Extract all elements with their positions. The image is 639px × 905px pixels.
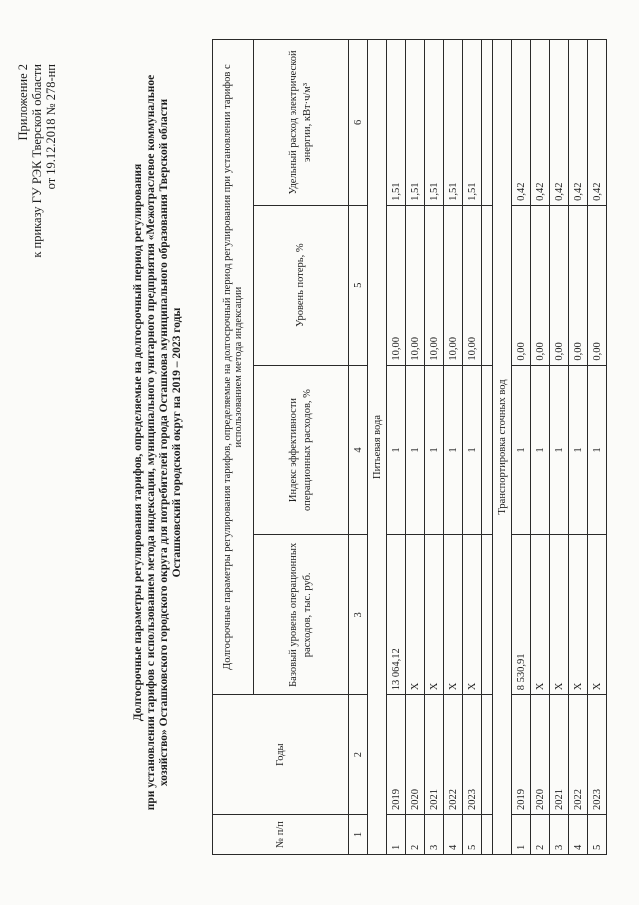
- row-year: 2019: [387, 695, 406, 815]
- row-energy-consumption: 1,51: [444, 40, 463, 206]
- row-loss-level: 0,00: [531, 205, 550, 365]
- appendix-date: от 19.12.2018 № 278-нп: [44, 64, 58, 190]
- header-energy: Удельный расход электрической энергии, кВт·ч/м³: [254, 40, 349, 206]
- spacer-cell: [482, 365, 493, 535]
- row-base-expenses: Х: [406, 535, 425, 695]
- row-efficiency-index: 1: [406, 365, 425, 535]
- col-number: 1: [349, 815, 368, 855]
- row-base-expenses: Х: [531, 535, 550, 695]
- spacer-cell: [482, 40, 493, 206]
- row-efficiency-index: 1: [463, 365, 482, 535]
- header-loss: Уровень потерь, %: [254, 205, 349, 365]
- row-energy-consumption: 0,42: [512, 40, 531, 206]
- spacer-cell: [482, 815, 493, 855]
- table-row: [406, 40, 425, 855]
- header-base: Базовый уровень операционных расходов, тыс. руб.: [254, 535, 349, 695]
- row-energy-consumption: 0,42: [550, 40, 569, 206]
- header-num: № п/п: [213, 815, 349, 855]
- header-index: Индекс эффективности операционных расходов, %: [254, 365, 349, 535]
- row-base-expenses: Х: [463, 535, 482, 695]
- col-number: 5: [349, 205, 368, 365]
- document-title: [132, 40, 184, 845]
- row-efficiency-index: 1: [550, 365, 569, 535]
- row-efficiency-index: 1: [387, 365, 406, 535]
- row-energy-consumption: 1,51: [463, 40, 482, 206]
- table-row: [512, 40, 531, 855]
- row-efficiency-index: 1: [531, 365, 550, 535]
- row-number: 4: [444, 815, 463, 855]
- row-loss-level: 10,00: [425, 205, 444, 365]
- section-title: Транспортировка сточных вод: [493, 40, 512, 855]
- row-efficiency-index: 1: [425, 365, 444, 535]
- row-year: 2022: [444, 695, 463, 815]
- col-number: 6: [349, 40, 368, 206]
- section-title: Питьевая вода: [368, 40, 387, 855]
- header-span: Долгосрочные параметры регулирования тарифов, определяемые на долгосрочный период регулирования при установлении тарифов с использованием метода индексации: [213, 40, 254, 695]
- row-year: 2020: [406, 695, 425, 815]
- header-row-1: [213, 40, 254, 855]
- title-line-1: Долгосрочные параметры регулирования тарифов, определяемые на долгосрочный период регулирования: [132, 163, 144, 722]
- table-row: [387, 40, 406, 855]
- row-loss-level: 10,00: [387, 205, 406, 365]
- col-number: 3: [349, 535, 368, 695]
- row-energy-consumption: 1,51: [387, 40, 406, 206]
- row-base-expenses: 13 064,12: [387, 535, 406, 695]
- spacer-cell: [482, 205, 493, 365]
- table-row: [463, 40, 482, 855]
- row-efficiency-index: 1: [588, 365, 607, 535]
- header-years: Годы: [213, 695, 349, 815]
- row-base-expenses: Х: [569, 535, 588, 695]
- row-loss-level: 0,00: [512, 205, 531, 365]
- spacer-row: [482, 40, 493, 855]
- section-row: [368, 40, 387, 855]
- table-row: [531, 40, 550, 855]
- row-loss-level: 0,00: [588, 205, 607, 365]
- appendix-block: [16, 64, 58, 258]
- row-year: 2021: [550, 695, 569, 815]
- row-energy-consumption: 0,42: [531, 40, 550, 206]
- row-year: 2020: [531, 695, 550, 815]
- appendix-title: Приложение 2: [16, 64, 30, 141]
- row-number: 2: [531, 815, 550, 855]
- row-year: 2022: [569, 695, 588, 815]
- table-row: [425, 40, 444, 855]
- row-year: 2021: [425, 695, 444, 815]
- row-energy-consumption: 1,51: [425, 40, 444, 206]
- table-row: [569, 40, 588, 855]
- row-energy-consumption: 0,42: [569, 40, 588, 206]
- row-energy-consumption: 0,42: [588, 40, 607, 206]
- table-row: [550, 40, 569, 855]
- row-number: 1: [387, 815, 406, 855]
- row-number: 4: [569, 815, 588, 855]
- row-year: 2019: [512, 695, 531, 815]
- row-base-expenses: Х: [425, 535, 444, 695]
- row-base-expenses: Х: [588, 535, 607, 695]
- appendix-order: к приказу ГУ РЭК Тверской области: [30, 64, 44, 258]
- row-number: 3: [425, 815, 444, 855]
- table-row: [588, 40, 607, 855]
- col-number: 2: [349, 695, 368, 815]
- spacer-cell: [482, 695, 493, 815]
- row-loss-level: 10,00: [406, 205, 425, 365]
- row-loss-level: 0,00: [550, 205, 569, 365]
- row-efficiency-index: 1: [512, 365, 531, 535]
- row-number: 3: [550, 815, 569, 855]
- row-number: 2: [406, 815, 425, 855]
- column-number-row: [349, 40, 368, 855]
- row-energy-consumption: 1,51: [406, 40, 425, 206]
- row-loss-level: 10,00: [444, 205, 463, 365]
- row-loss-level: 10,00: [463, 205, 482, 365]
- row-number: 5: [463, 815, 482, 855]
- table-row: [444, 40, 463, 855]
- spacer-cell: [482, 535, 493, 695]
- row-efficiency-index: 1: [569, 365, 588, 535]
- row-number: 5: [588, 815, 607, 855]
- row-year: 2023: [588, 695, 607, 815]
- row-base-expenses: Х: [550, 535, 569, 695]
- row-efficiency-index: 1: [444, 365, 463, 535]
- section-row: [493, 40, 512, 855]
- row-number: 1: [512, 815, 531, 855]
- parameters-table: [212, 39, 607, 855]
- row-base-expenses: 8 530,91: [512, 535, 531, 695]
- row-loss-level: 0,00: [569, 205, 588, 365]
- title-line-4: Осташковский городской округ на 2019 – 2023 годы: [171, 307, 183, 578]
- title-line-2: при установлении тарифов с использованием метода индексации, муниципального унитарного предприятия «Межотраслевое коммунальное: [145, 74, 157, 811]
- row-year: 2023: [463, 695, 482, 815]
- title-line-3: хозяйство» Осташковского городского округа для потребителей города Осташкова муниципального образования Тверской области: [158, 98, 170, 787]
- row-base-expenses: Х: [444, 535, 463, 695]
- col-number: 4: [349, 365, 368, 535]
